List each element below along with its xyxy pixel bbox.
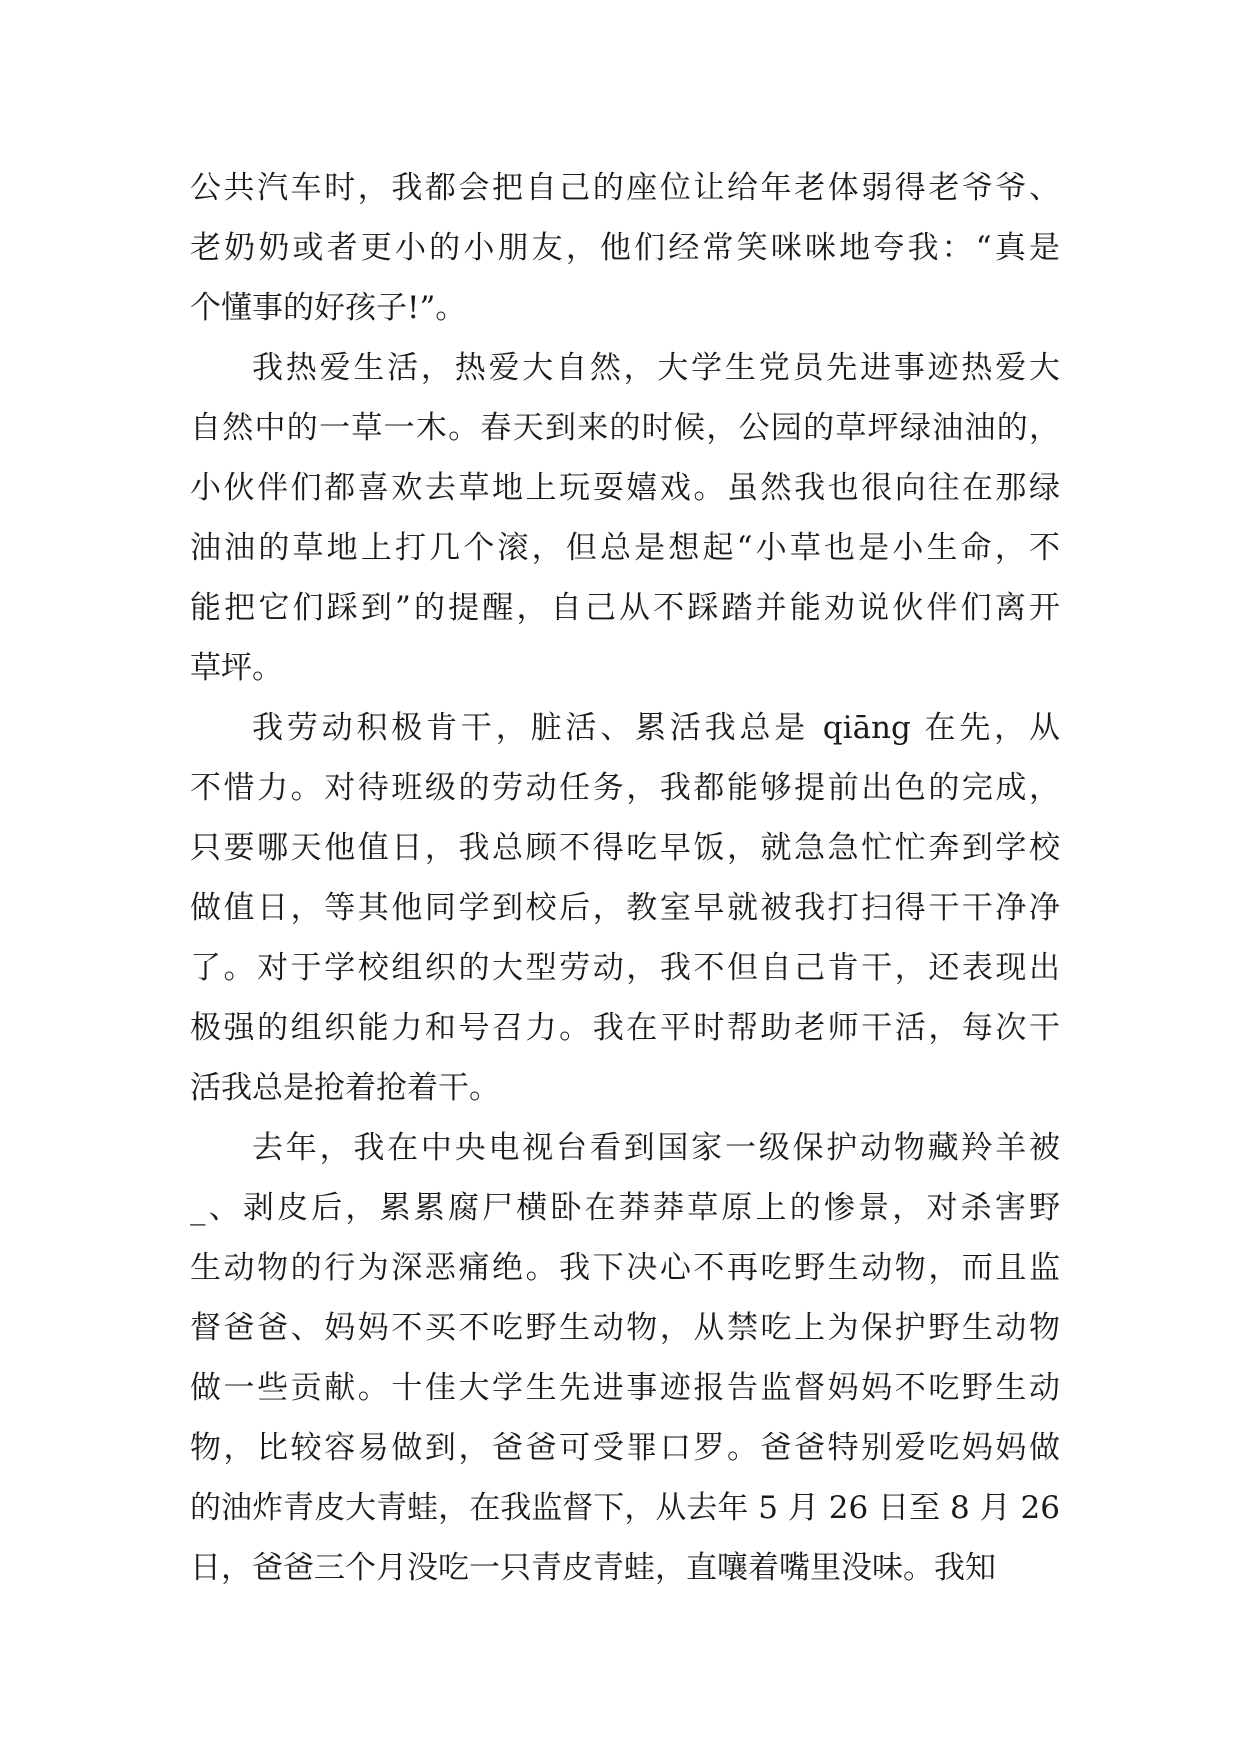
text-line: 老奶奶或者更小的小朋友，他们经常笑咪咪地夸我：“真是 (190, 230, 1060, 266)
text-line: 我劳动积极肯干，脏活、累活我总是 qiāng 在先，从 (252, 710, 1060, 746)
text-line: 个懂事的好孩子!”。 (190, 290, 467, 326)
text-line: 去年，我在中央电视台看到国家一级保护动物藏羚羊被 (252, 1130, 1060, 1166)
text-line: 不惜力。对待班级的劳动任务，我都能够提前出色的完成， (190, 770, 1060, 806)
text-line: 自然中的一草一木。春天到来的时候，公园的草坪绿油油的， (190, 410, 1060, 446)
text-line: 能把它们踩到”的提醒，自己从不踩踏并能劝说伙伴们离开 (190, 590, 1060, 626)
text-line: 公共汽车时，我都会把自己的座位让给年老体弱得老爷爷、 (190, 170, 1060, 206)
text-line: 草坪。 (190, 650, 283, 686)
document-body (190, 158, 1060, 1598)
text-line: 日，爸爸三个月没吃一只青皮青蛙，直嚷着嘴里没味。我知 (190, 1550, 996, 1586)
text-line: 生动物的行为深恶痛绝。我下决心不再吃野生动物，而且监 (190, 1250, 1060, 1286)
paragraph (190, 338, 1060, 698)
paragraph (190, 158, 1060, 338)
text-line: 做一些贡献。十佳大学生先进事迹报告监督妈妈不吃野生动 (190, 1370, 1060, 1406)
text-line: 小伙伴们都喜欢去草地上玩耍嬉戏。虽然我也很向往在那绿 (190, 470, 1060, 506)
text-line: 只要哪天他值日，我总顾不得吃早饭，就急急忙忙奔到学校 (190, 830, 1060, 866)
text-line: 了。对于学校组织的大型劳动，我不但自己肯干，还表现出 (190, 950, 1060, 986)
paragraph (190, 698, 1060, 1118)
text-line: 极强的组织能力和号召力。我在平时帮助老师干活，每次干 (190, 1010, 1060, 1046)
text-line: 活我总是抢着抢着干。 (190, 1070, 500, 1106)
paragraph (190, 1118, 1060, 1598)
text-line: 物，比较容易做到，爸爸可受罪口罗。爸爸特别爱吃妈妈做 (190, 1430, 1060, 1466)
text-line: 油油的草地上打几个滚，但总是想起“小草也是小生命，不 (190, 530, 1060, 566)
text-line: 督爸爸、妈妈不买不吃野生动物，从禁吃上为保护野生动物 (190, 1310, 1060, 1346)
text-line: 我热爱生活，热爱大自然，大学生党员先进事迹热爱大 (252, 350, 1060, 386)
text-line: 的油炸青皮大青蛙，在我监督下，从去年 5 月 26 日至 8 月 26 (190, 1490, 1060, 1526)
text-line: _、剥皮后，累累腐尸横卧在莽莽草原上的惨景，对杀害野 (190, 1190, 1060, 1226)
text-line: 做值日，等其他同学到校后，教室早就被我打扫得干干净净 (190, 890, 1060, 926)
